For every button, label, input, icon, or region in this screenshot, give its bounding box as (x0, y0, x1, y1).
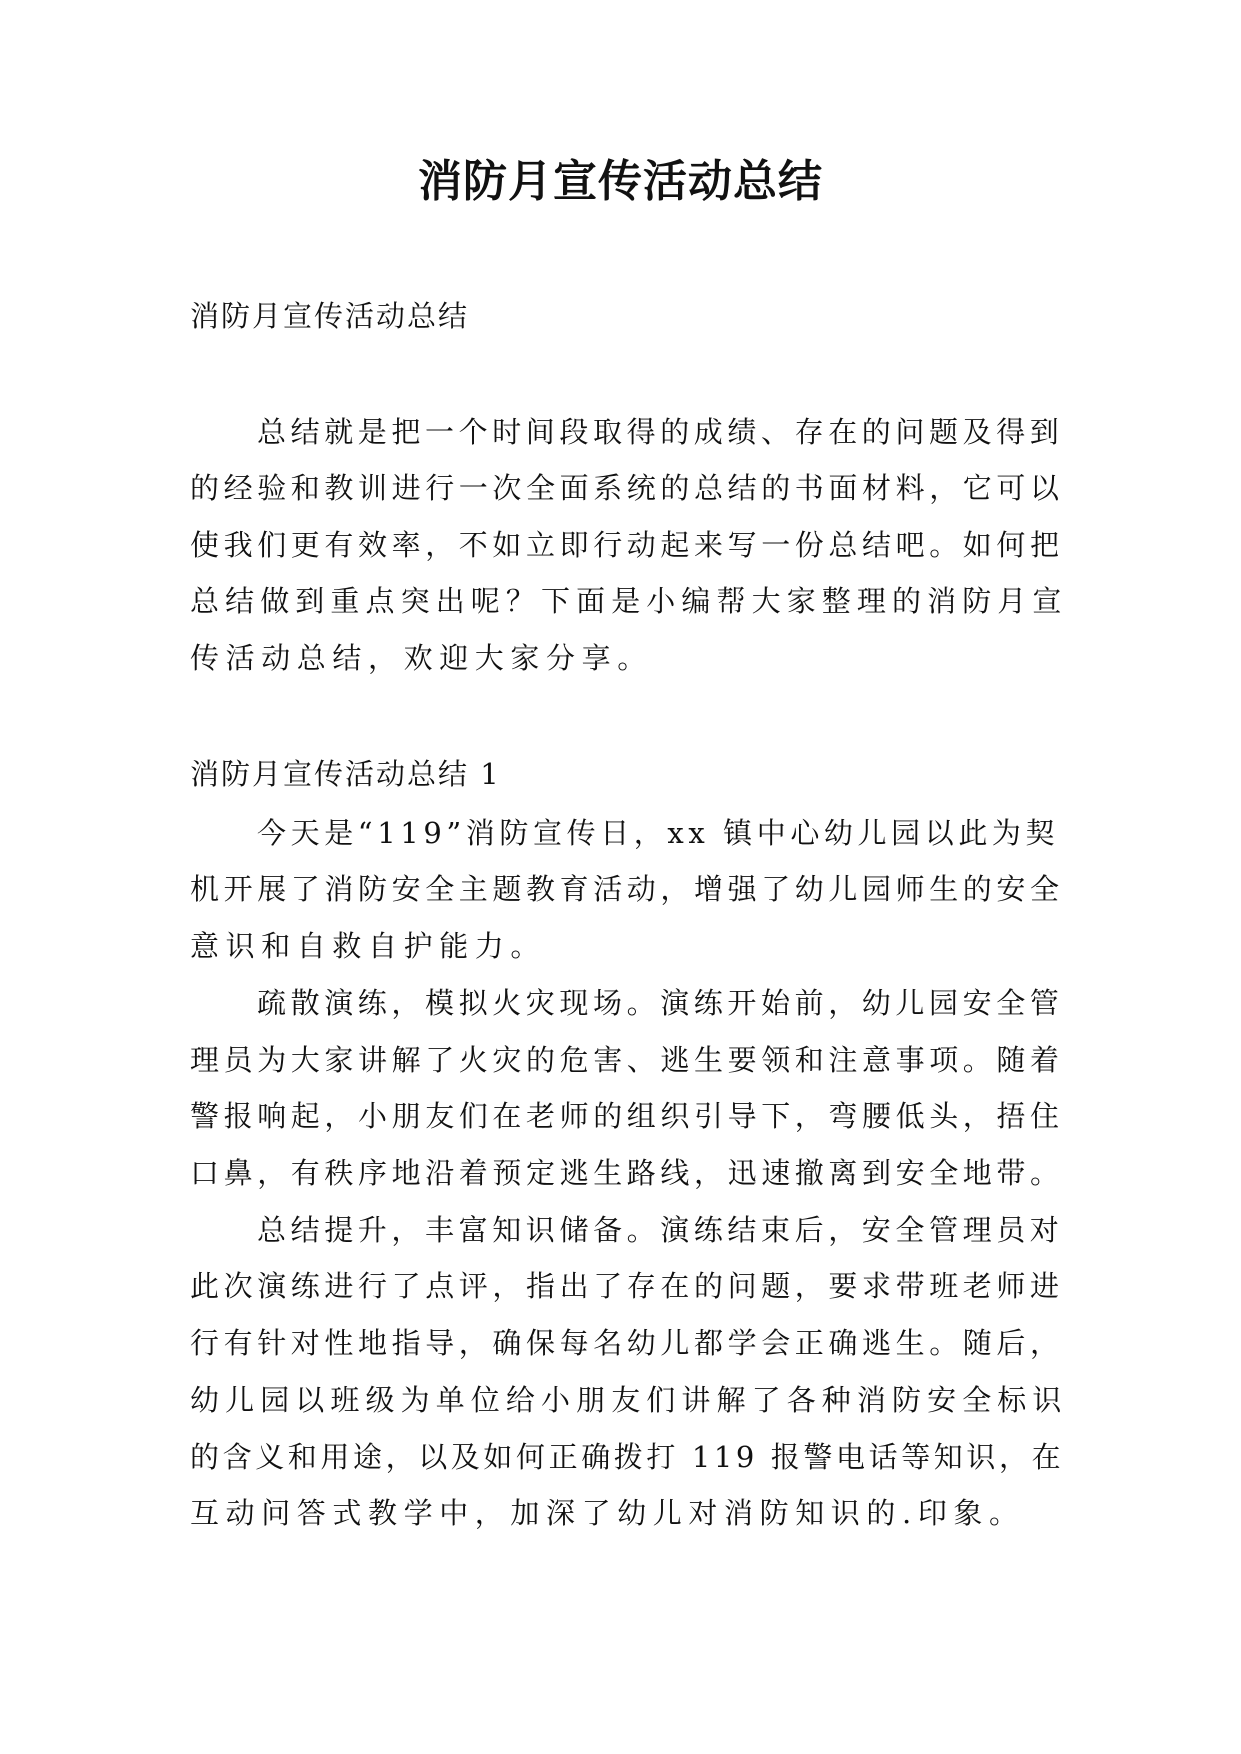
text-line: 的含义和用途，以及如何正确拨打 119 报警电话等知识，在 (190, 1440, 1065, 1474)
text-line: 理员为大家讲解了火灾的危害、逃生要领和注意事项。随着 (190, 1043, 1064, 1077)
section-heading: 消防月宣传活动总结 1 (190, 757, 501, 791)
text-line: 总结就是把一个时间段取得的成绩、存在的问题及得到 (257, 415, 1064, 449)
text-line: 疏散演练，模拟火灾现场。演练开始前，幼儿园安全管 (257, 986, 1064, 1020)
document-subtitle: 消防月宣传活动总结 (190, 299, 470, 333)
text-line: 行有针对性地指导，确保每名幼儿都学会正确逃生。随后， (190, 1326, 1064, 1360)
text-line: 今天是“119”消防宣传日，xx 镇中心幼儿园以此为契 (257, 816, 1060, 850)
text-line: 幼儿园以班级为单位给小朋友们讲解了各种消防安全标识 (190, 1383, 1068, 1417)
text-line: 传活动总结，欢迎大家分享。 (190, 641, 653, 675)
document-title: 消防月宣传活动总结 (418, 156, 823, 207)
text-line: 互动问答式教学中，加深了幼儿对消防知识的.印象。 (190, 1496, 1025, 1530)
text-line: 总结提升，丰富知识储备。演练结束后，安全管理员对 (257, 1213, 1064, 1247)
text-line: 意识和自救自护能力。 (190, 929, 547, 963)
text-line: 机开展了消防安全主题教育活动，增强了幼儿园师生的安全 (190, 872, 1064, 906)
text-line: 总结做到重点突出呢？下面是小编帮大家整理的消防月宣 (190, 584, 1068, 618)
text-line: 此次演练进行了点评，指出了存在的问题，要求带班老师进 (190, 1269, 1064, 1303)
text-line: 使我们更有效率，不如立即行动起来写一份总结吧。如何把 (190, 528, 1064, 562)
text-line: 口鼻，有秩序地沿着预定逃生路线，迅速撤离到安全地带。 (190, 1156, 1064, 1190)
text-line: 警报响起，小朋友们在老师的组织引导下，弯腰低头，捂住 (190, 1099, 1064, 1133)
text-line: 的经验和教训进行一次全面系统的总结的书面材料，它可以 (190, 471, 1064, 505)
